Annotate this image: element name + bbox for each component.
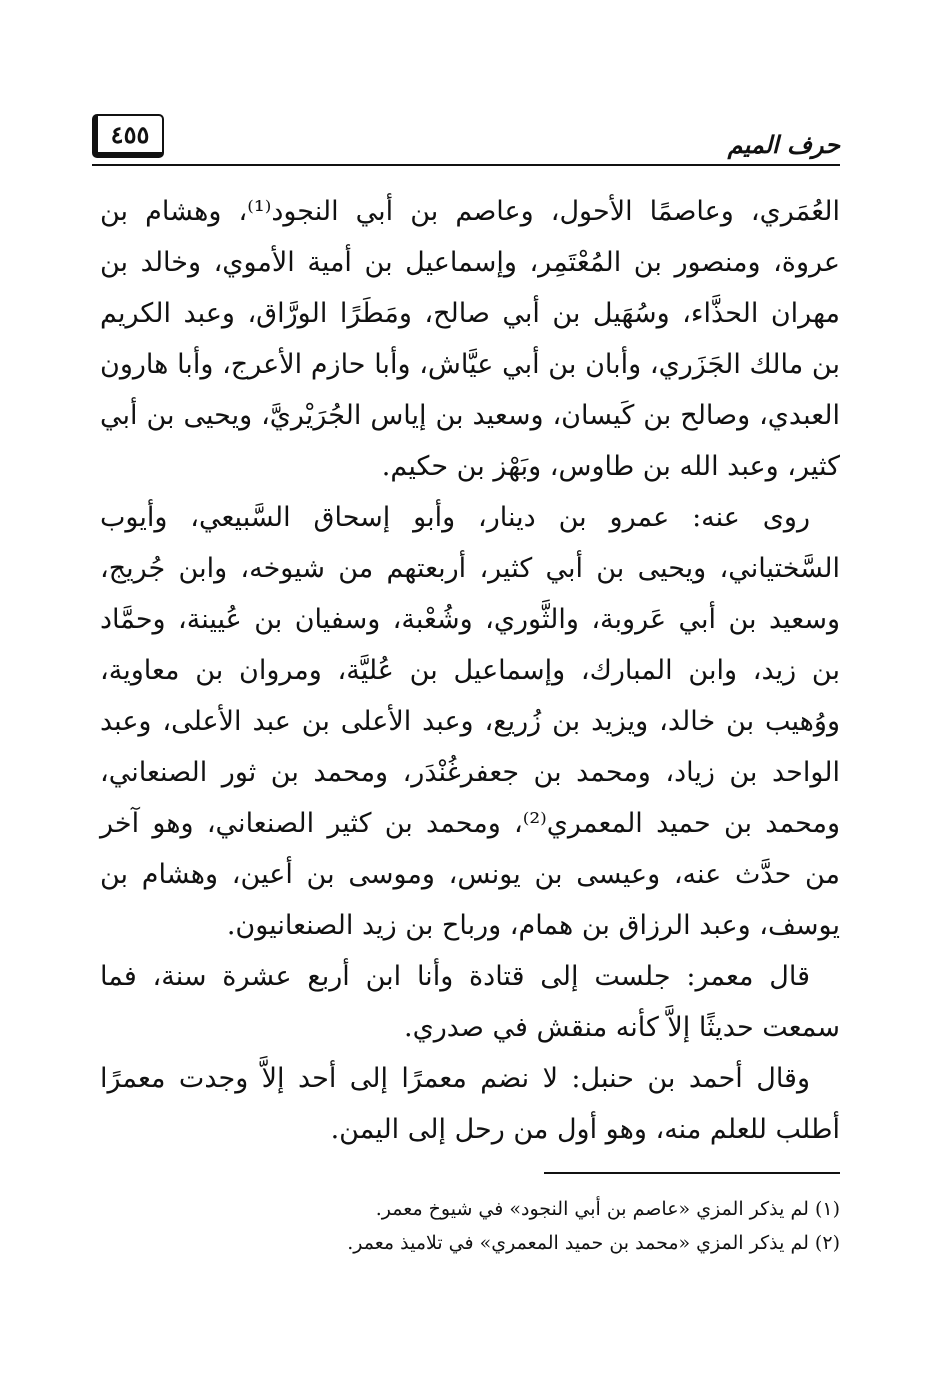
footnotes	[100, 1192, 840, 1260]
header-rule	[92, 164, 840, 166]
page-header	[92, 108, 840, 166]
footnote-2: (٢) لم يذكر المزي «محمد بن حميد المعمري» في تلاميذ معمر.	[347, 1232, 840, 1254]
paragraph-students: روى عنه: عمرو بن دينار، وأبو إسحاق السَّبيعي، وأيوب السَّختياني، ويحيى بن أبي كثير، أربعتهم من شيوخه، وابن جُريج، وسعيد بن أبي عَروبة، والثَّوري، وشُعْبة، وسفيان بن عُيينة، وحمَّاد بن زيد، وابن المبارك، وإسماعيل بن عُليَّة، ومروان بن معاوية، ووُهيب بن خالد، ويزيد بن زُريع، وعبد الأعلى بن عبد الأعلى، وعبد الواحد بن زياد، ومحمد بن جعفرغُنْدَر، ومحمد بن ثور الصنعاني، ومحمد بن حميد المعمري⁽²⁾، ومحمد بن كثير الصنعاني، وهو آخر من حدَّث عنه، وعيسى بن يونس، وموسى بن أعين، وهشام بن يوسف، وعبد الرزاق بن همام، ورباح بن زيد الصنعانيون.	[100, 502, 840, 941]
footnote-1: (١) لم يذكر المزي «عاصم بن أبي النجود» في شيوخ معمر.	[375, 1198, 840, 1220]
footnote-rule	[544, 1172, 840, 1174]
page-number: ٤٥٥	[110, 119, 150, 149]
paragraph-ahmad-quote: وقال أحمد بن حنبل: لا نضم معمرًا إلى أحد إلاَّ وجدت معمرًا أطلب للعلم منه، وهو أول من رحل إلى اليمن.	[100, 1063, 840, 1145]
chapter-title: حرف الميم	[727, 130, 840, 159]
paragraph-teachers: العُمَري، وعاصمًا الأحول، وعاصم بن أبي النجود⁽¹⁾، وهشام بن عروة، ومنصور بن المُعْتَمِر، وإسماعيل بن أمية الأموي، وخالد بن مهران الحذَّاء، وسُهَيل بن أبي صالح، ومَطَرًا الورَّاق، وعبد الكريم بن مالك الجَزَري، وأبان بن أبي عيَّاش، وأبا حازم الأعرج، وأبا هارون العبدي، وصالح بن كَيسان، وسعيد بن إياس الجُرَيْريَّ، ويحيى بن أبي كثير، وعبد الله بن طاوس، وبَهْز بن حكيم.	[100, 196, 840, 482]
paragraph-qatada-quote: قال معمر: جلست إلى قتادة وأنا ابن أربع عشرة سنة، فما سمعت حديثًا إلاَّ كأنه منقش في صدري.	[100, 961, 840, 1043]
main-text	[100, 186, 840, 1155]
page-number-box	[92, 114, 164, 158]
